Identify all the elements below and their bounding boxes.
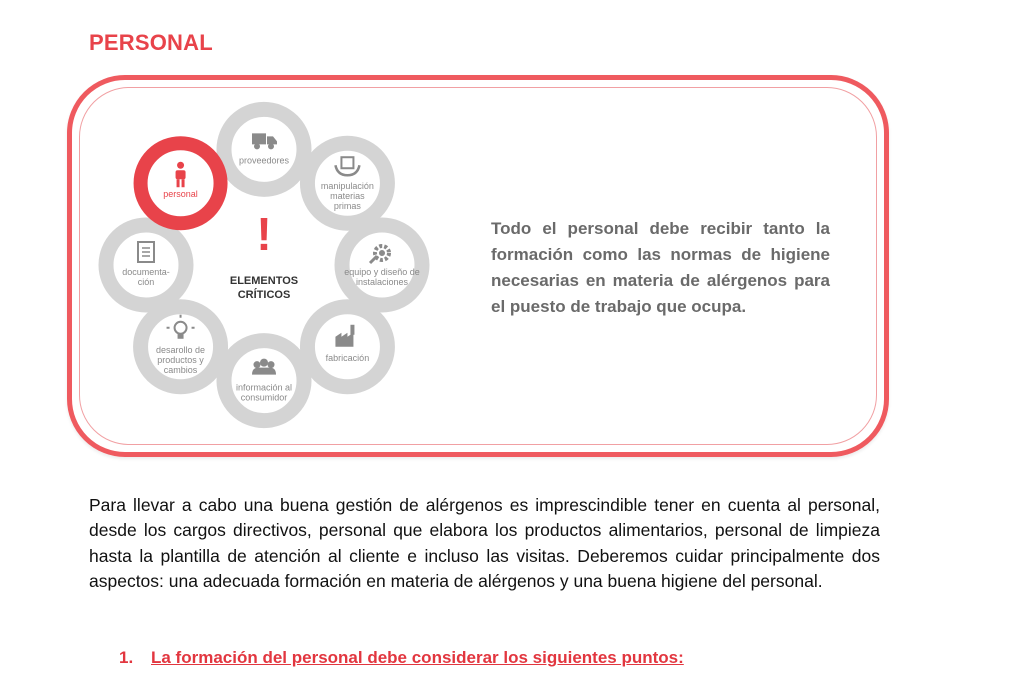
node-label: información al <box>235 382 293 393</box>
node-face <box>150 152 212 214</box>
node-label: cambios <box>163 364 198 375</box>
node-face <box>233 118 295 180</box>
list-item-heading <box>119 648 684 668</box>
page-title: PERSONAL <box>89 30 213 55</box>
node-label: materias <box>330 191 365 202</box>
exclamation-icon: ! <box>256 208 272 260</box>
node-label: consumidor <box>240 392 288 403</box>
list-heading-text: La formación del personal debe considerar los siguientes puntos: <box>151 648 684 667</box>
critical-elements-diagram <box>86 90 446 440</box>
center-block <box>230 208 298 301</box>
node-label: desarollo de <box>156 344 206 355</box>
node-label: ción <box>137 277 155 287</box>
info-text: Todo el personal debe recibir tanto la formación como las normas de higiene necesarias en materia de alérgenos para el puesto de trabajo que ocupa. <box>491 219 830 316</box>
node-label: equipo y diseño de <box>344 267 420 277</box>
body-paragraph: Para llevar a cabo una buena gestión de alérgenos es imprescindible tener en cuenta al personal, desde los cargos directivos, personal que elabora los productos alimentarios, personal de limpieza hasta la plantilla de atención al cliente e incluso las visitas. Deberemos cuidar principalmente dos aspectos: una adecuada formación en materia de alérgenos y una buena higiene del personal. <box>89 495 880 591</box>
node-label: instalaciones <box>355 277 409 287</box>
node-label: manipulación <box>320 181 374 192</box>
center-label-line2: CRÍTICOS <box>237 289 291 301</box>
node-label: personal <box>163 189 198 200</box>
list-number: 1. <box>119 648 134 667</box>
node-label: productos y <box>157 354 204 365</box>
node-label: primas <box>333 201 361 212</box>
center-label-line1: ELEMENTOS <box>229 275 299 287</box>
node-label: documenta- <box>122 267 170 277</box>
node-label: fabricación <box>325 352 370 363</box>
node-label: proveedores <box>238 155 290 166</box>
